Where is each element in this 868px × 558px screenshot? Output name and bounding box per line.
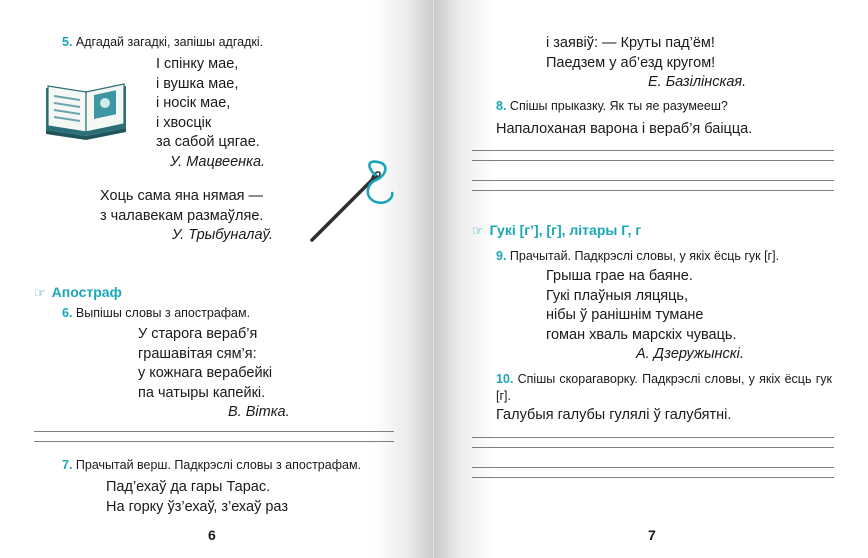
- poem-line: грашавітая сям’я:: [138, 345, 257, 362]
- needle-and-thread-icon: [306, 158, 398, 246]
- instruction-text: Прачытай верш. Падкрэслі словы з апострафам.: [75, 458, 362, 472]
- poem-continuation: [546, 34, 746, 93]
- poem-line: у кожнага верабейкі: [138, 365, 273, 381]
- exercise-6-poem: [138, 325, 290, 423]
- poem-line: Хоць сама яна нямая —: [100, 188, 264, 204]
- exercise-7-instruction: [62, 458, 361, 472]
- tongue-twister: Галубыя галубы гулялі ў галубятні.: [496, 407, 732, 423]
- poem-line: і носік мае,: [156, 95, 231, 111]
- writing-line: [472, 477, 834, 478]
- writing-line: [472, 437, 834, 438]
- pointing-hand-icon: ☞: [472, 223, 484, 238]
- exercise-5-instruction: [62, 35, 263, 49]
- exercise-9-poem: [546, 267, 744, 365]
- instruction-text: Прачытай. Падкрэслі словы, у якіх ёсць гук [г].: [509, 249, 780, 263]
- poem-line: і хвосцік: [156, 114, 212, 131]
- section-apostrophe: [34, 284, 122, 301]
- writing-line: [472, 150, 834, 151]
- poem-line: Гукі плаўныя ляцяць,: [546, 287, 689, 304]
- poem-line: Пад’ехаў да гары Тарас.: [106, 479, 271, 495]
- author: У. Трыбуналаў.: [172, 227, 273, 243]
- exercise-number: 10.: [496, 372, 514, 386]
- book-icon: [42, 78, 130, 140]
- poem-line: і вушка мае,: [156, 75, 239, 92]
- writing-line: [472, 190, 834, 191]
- instruction-text: Спішы прыказку. Як ты яе разумееш?: [509, 99, 728, 113]
- pointing-hand-icon: ☞: [34, 285, 46, 300]
- poem-line: У старога вераб’я: [138, 326, 258, 342]
- exercise-9-instruction: [496, 249, 779, 263]
- section-sounds: [472, 222, 641, 239]
- instruction-text: Спішы скорагаворку. Падкрэслі словы, у якіх ёсць гук [г].: [496, 372, 832, 403]
- exercise-number: 5.: [62, 35, 73, 49]
- poem-line: І спінку мае,: [156, 56, 239, 72]
- exercise-8-instruction: [496, 99, 728, 113]
- writing-line: [472, 447, 834, 448]
- poem-line: з чалавекам размаўляе.: [100, 207, 264, 224]
- author: У. Мацвеенка.: [170, 153, 266, 170]
- exercise-number: 8.: [496, 99, 507, 113]
- riddle-2: [100, 187, 273, 246]
- author: Е. Базілінская.: [648, 74, 747, 90]
- exercise-number: 7.: [62, 458, 73, 472]
- right-page: [434, 0, 868, 558]
- writing-line: [472, 180, 834, 181]
- poem-line: Грыша грае на баяне.: [546, 268, 693, 284]
- poem-line: па чатыры капейкі.: [138, 384, 266, 401]
- poem-line: нібы ў ранішнім тумане: [546, 307, 704, 323]
- proverb: Напалоханая варона і вераб’я баіцца.: [496, 121, 753, 137]
- exercise-6-instruction: [62, 306, 250, 320]
- instruction-text: Адгадай загадкі, запішы адгадкі.: [75, 35, 264, 49]
- exercise-10-instruction: [496, 371, 832, 405]
- page-number: 7: [648, 527, 656, 543]
- writing-line: [472, 467, 834, 468]
- author: В. Вітка.: [228, 404, 290, 420]
- exercise-number: 9.: [496, 249, 507, 263]
- poem-line: за сабой цягае.: [156, 134, 260, 150]
- instruction-text: Выпішы словы з апострафам.: [75, 306, 251, 320]
- writing-line: [34, 431, 394, 432]
- exercise-7-poem: [106, 477, 288, 517]
- section-title: Гукі [г’], [г], літары Г, г: [489, 222, 642, 238]
- writing-line: [34, 441, 394, 442]
- poem-line: гоман хваль марскіх чуваць.: [546, 326, 737, 343]
- exercise-number: 6.: [62, 306, 73, 320]
- author: А. Дзеружынскі.: [636, 346, 744, 362]
- page-number: 6: [208, 527, 216, 543]
- writing-line: [472, 160, 834, 161]
- riddle-1: [156, 55, 265, 172]
- section-title: Апостраф: [51, 284, 122, 300]
- poem-line: і заявіў: — Круты пад’ём!: [546, 35, 715, 51]
- poem-line: Паедзем у аб’езд кругом!: [546, 54, 716, 71]
- poem-line: На горку ўз’ехаў, з’ехаў раз: [106, 499, 288, 515]
